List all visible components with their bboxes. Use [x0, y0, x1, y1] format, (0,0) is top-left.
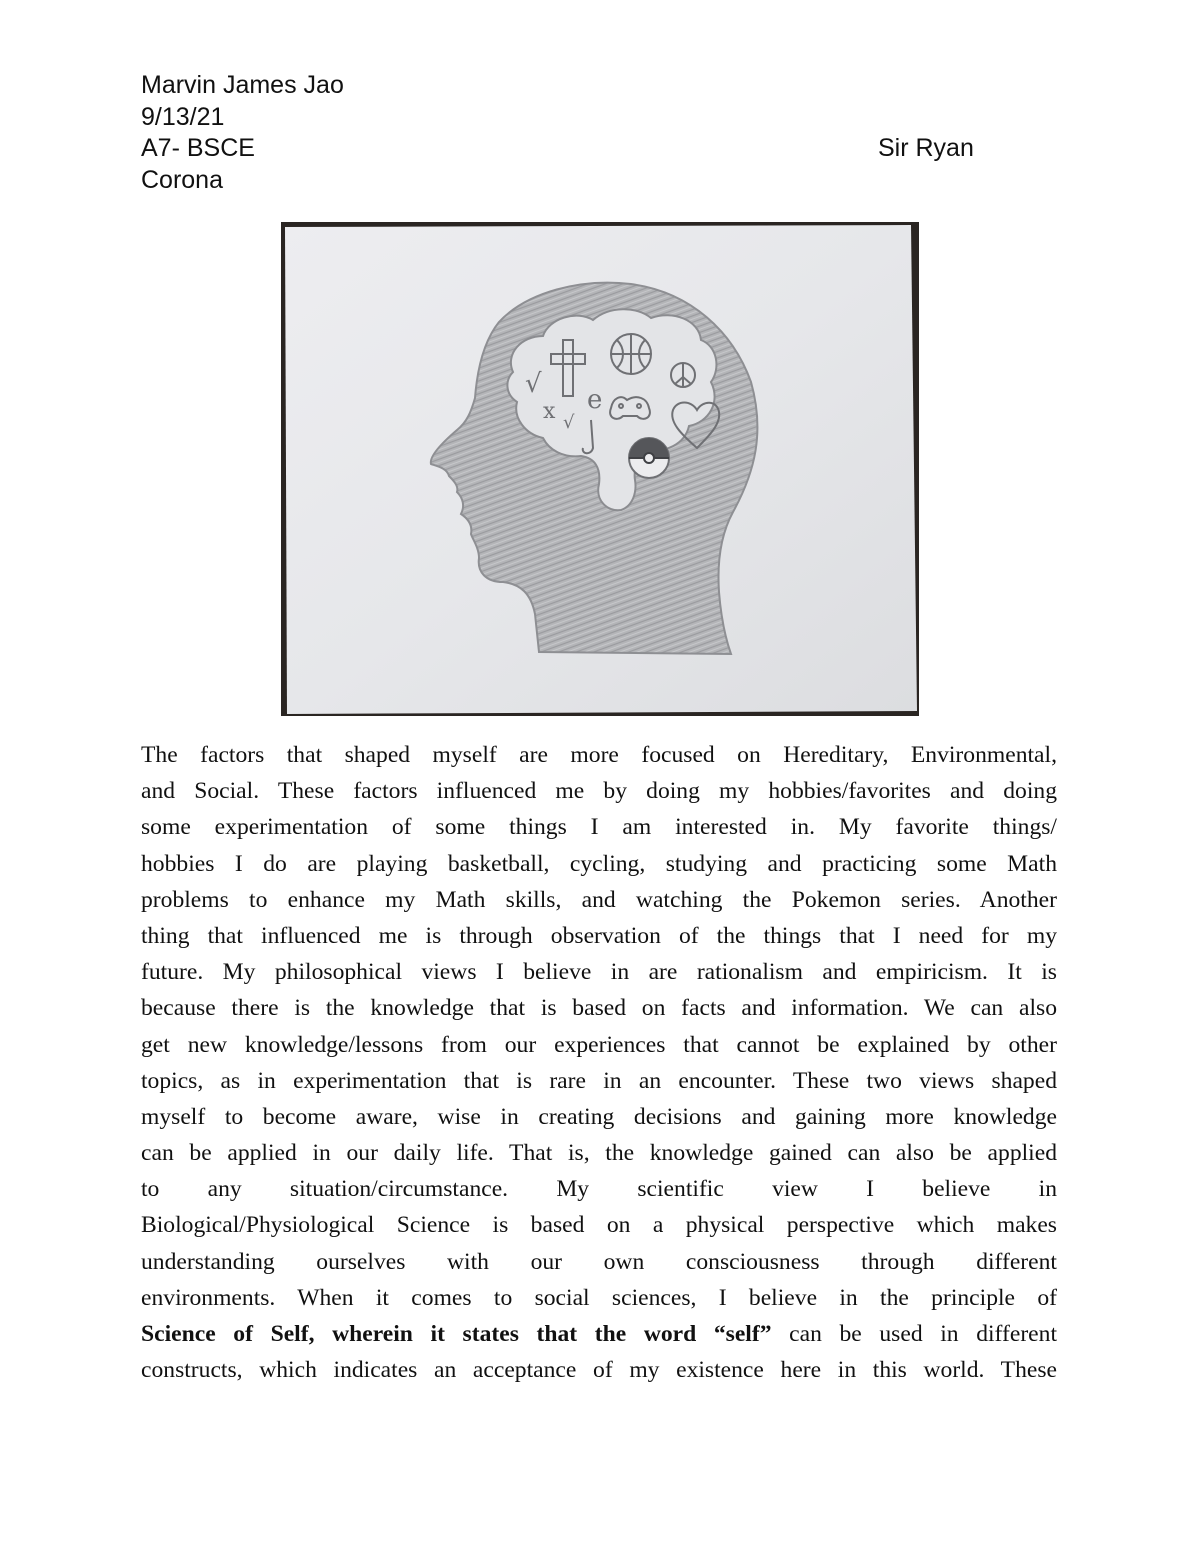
essay-line: environments. When it comes to social sciences, I believe in the principle of — [141, 1284, 1057, 1311]
brain-letter: √ — [525, 369, 542, 399]
date: 9/13/21 — [141, 102, 225, 131]
essay-line: constructs, which indicates an acceptance of my existence here in this world. These — [141, 1357, 1057, 1384]
section: A7- BSCE — [141, 134, 255, 162]
essay-line: and Social. These factors influenced me by doing my hobbies/favorites and doing — [141, 778, 1057, 805]
essay-body — [141, 737, 1057, 1388]
essay-line: topics, as in experimentation that is rare in an encounter. These two views shaped — [141, 1067, 1057, 1094]
bold-line-rest: can be used in different — [771, 1321, 1057, 1347]
brain-letter: x — [543, 399, 556, 424]
essay-line: because there is the knowledge that is based on facts and information. We can also — [141, 995, 1057, 1022]
essay-line: to any situation/circumstance. My scientific view I believe in — [141, 1176, 1057, 1203]
essay-line-bold — [141, 1316, 1057, 1352]
brain-letter: √ — [563, 412, 575, 433]
pokeball-icon — [629, 438, 669, 478]
teacher-row — [141, 165, 991, 197]
essay-line: some experimentation of some things I am interested in. My favorite things/ — [141, 814, 1057, 841]
essay-line: get new knowledge/lessons from our experiences that cannot be explained by other — [141, 1031, 1057, 1058]
brain-letter: e — [587, 385, 603, 415]
section-row — [141, 133, 991, 165]
essay-line: thing that influenced me is through observation of the things that I need for my — [141, 922, 1057, 949]
author-name-row — [141, 70, 991, 102]
head-drawing — [281, 222, 919, 716]
essay-line: problems to enhance my Math skills, and watching the Pokemon series. Another — [141, 886, 1057, 913]
teacher-last: Corona — [141, 165, 223, 194]
essay-line: Biological/Physiological Science is based on a physical perspective which makes — [141, 1212, 1057, 1239]
bold-phrase: Science of Self, wherein it states that the word “self” — [141, 1321, 772, 1347]
drawing-photo — [281, 222, 919, 716]
essay-line: understanding ourselves with our own consciousness through different — [141, 1248, 1057, 1275]
essay-line: future. My philosophical views I believe in are rationalism and empiricism. It is — [141, 959, 1057, 986]
header-block — [141, 70, 991, 196]
essay-line: myself to become aware, wise in creating decisions and gaining more knowledge — [141, 1103, 1057, 1130]
essay-line: hobbies I do are playing basketball, cycling, studying and practicing some Math — [141, 850, 1057, 877]
basketball-icon — [611, 334, 651, 374]
essay-line: can be applied in our daily life. That is, the knowledge gained can also be applied — [141, 1140, 1057, 1167]
teacher-first: Sir Ryan — [878, 134, 974, 162]
author-name: Marvin James Jao — [141, 71, 344, 99]
date-row — [141, 102, 991, 134]
essay-line: The factors that shaped myself are more focused on Hereditary, Environmental, — [141, 742, 1057, 768]
